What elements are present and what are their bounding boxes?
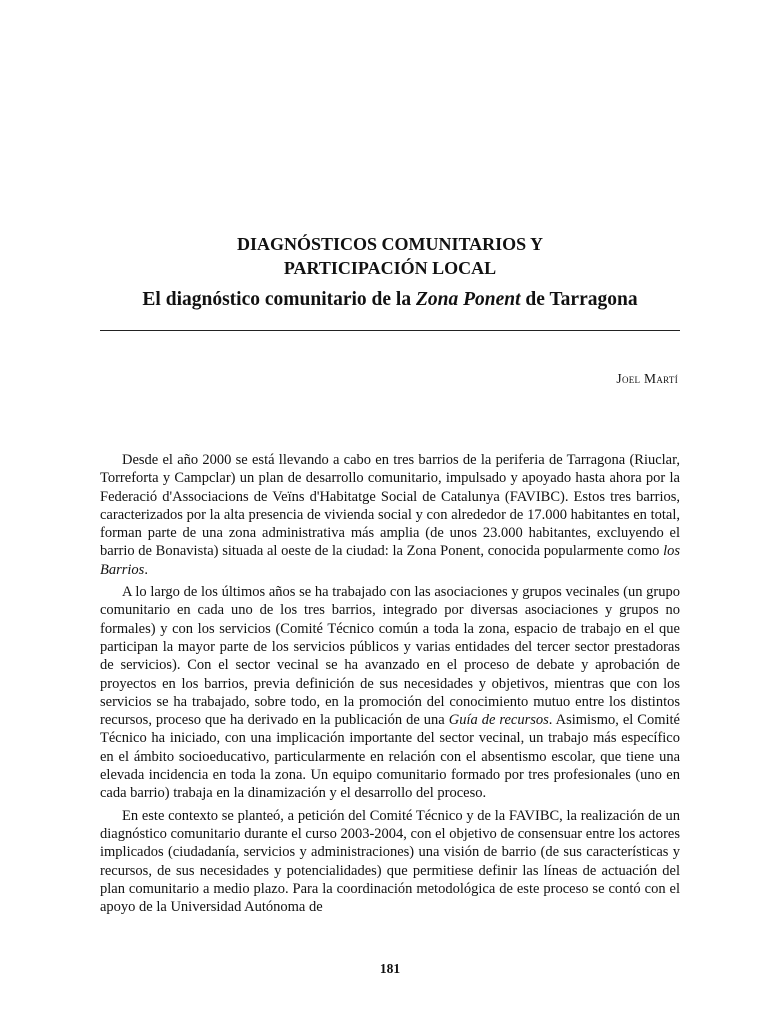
paragraph-3: [100, 807, 680, 917]
paragraph-1-text: Desde el año 2000 se está llevando a cabo en tres barrios de la periferia de Tarragona (Riuclar, Torreforta y Campclar) un plan de desarrollo comunitario, impulsado y apoyado hasta ahora por la Federació d'Associacions de Veïns d'Habitatge Social de Catalunya (FAVIBC). Estos tres barrios, caracterizados por la alta presencia de vivienda social y con alrededor de 17.000 habitantes en total, forman parte de una zona administrativa más amplia (de unos 23.000 habitantes, excluyendo el barrio de Bonavista) situada al oeste de la ciudad: la Zona Ponent, conocida popularmente como: [100, 452, 680, 560]
paragraph-2-text: A lo largo de los últimos años se ha trabajado con las asociaciones y grupos vecinales (un grupo comunitario en cada uno de los tres barrios, integrado por diversas asociaciones y grupos no formales) y con los servicios (Comité Técnico común a toda la zona, espacio de trabajo en el que participan la mayor parte de los servicios públicos y varias entidades del tercer sector prestadoras de servicios). Con el sector vecinal se ha avanzado en el proceso de debate y aprobación de proyectos en los barrios, previa definición de sus necesidades y objetivos, mientras que con los servicios se ha trabajado, sobre todo, en la promoción del conocimiento mutuo entre los distintos recursos, proceso que ha derivado en la publicación de una: [100, 584, 680, 729]
paragraph-1-tail: .: [144, 561, 148, 578]
title-line-2: PARTICIPACIÓN LOCAL: [283, 258, 497, 278]
body-text: [100, 451, 680, 920]
paragraph-1-emphasis: los Barrios: [100, 543, 680, 578]
article-title: [100, 232, 680, 280]
title-divider: [100, 330, 680, 331]
paragraph-2-tail: . Asimismo, el Comité Técnico ha iniciado, con una implicación importante del sector vecinal, un trabajo más específico en el ámbito socioeducativo, particularmente en relación con el absentismo escolar, que tiene una elevada incidencia en toda la zona. Un equipo comunitario formado por tres profesionales (uno en cada barrio) trabaja en la dinamización y el desarrollo del proceso.: [100, 712, 680, 802]
paragraph-3-text: En este contexto se planteó, a petición del Comité Técnico y de la FAVIBC, la realización de un diagnóstico comunitario durante el curso 2003-2004, con el objetivo de consensuar entre los actores implicados (ciudadanía, servicios y administraciones) una visión de barrio (de sus características y recursos, de sus necesidades y potencialidades) que permitiese definir las líneas de actuación del plan comunitario a medio plazo. Para la coordinación metodológica de este proceso se contó con el apoyo de la Universidad Autónoma de: [100, 807, 680, 916]
title-line-1: DIAGNÓSTICOS COMUNITARIOS Y: [236, 234, 544, 254]
article-subtitle: [100, 287, 680, 313]
subtitle-post: de Tarragona: [520, 289, 638, 310]
subtitle-emphasis: Zona Ponent: [415, 289, 521, 310]
paragraph-2-emphasis: Guía de recursos: [448, 712, 549, 729]
subtitle-pre: El diagnóstico comunitario de la: [142, 289, 416, 310]
page-number: 181: [379, 961, 401, 976]
paragraph-1: [100, 451, 680, 579]
title-block: [100, 232, 680, 313]
paragraph-2: [100, 583, 680, 803]
author-name: Joel Martí: [616, 371, 678, 386]
